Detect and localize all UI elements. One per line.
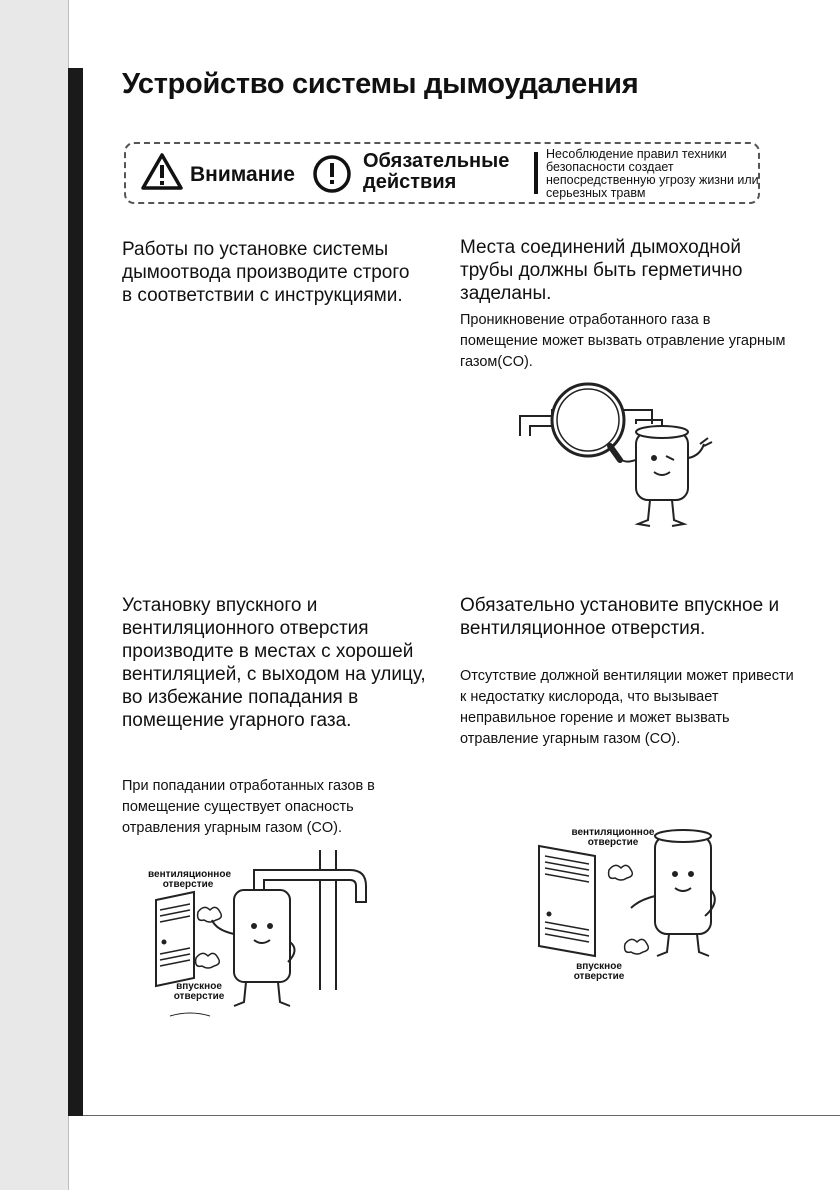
section-3-note: При попадании отработанных газов в помещение существует опасность отравления угарным газом (CO).	[122, 778, 375, 836]
section-2-note: Проникновение отработанного газа в помещение может вызвать отравление угарным газом(CO).	[460, 312, 786, 370]
page-margin	[0, 0, 69, 1190]
page-title: Устройство системы дымоудаления	[122, 68, 639, 100]
mandatory-label	[363, 151, 509, 193]
legend-divider	[534, 152, 538, 194]
section-4-note: Отсутствие должной вентиляции может привести к недостатку кислорода, что вызывает неправильное горение и может вызвать отравление угарным газом (CO).	[460, 668, 794, 747]
mandatory-label-line1: Обязательные	[363, 150, 510, 172]
s3-inlet-label: впускное отверстие	[173, 981, 225, 1002]
exclamation-circle-icon	[312, 154, 352, 199]
mandatory-label-line2: действия	[363, 171, 457, 193]
section-3-heading: Установку впускного и вентиляционного отверстия производите в местах с хорошей вентиляцией, с выходом на улицу, во избежание попадания в помещение угарного газа.	[122, 595, 426, 731]
section-side-bar	[68, 68, 83, 1116]
danger-description: Несоблюдение правил техники безопасности создает непосредственную угрозу жизни или серьезных травм	[546, 147, 759, 200]
section-2-heading: Места соединений дымоходной трубы должны быть герметично заделаны.	[460, 237, 743, 304]
section-4-heading: Обязательно установите впускное и вентиляционное отверстия.	[460, 595, 780, 639]
flue-joint-illustration	[512, 380, 724, 532]
s3-vent-label: вентиляционное отверстие	[148, 869, 232, 890]
safety-legend	[124, 142, 760, 204]
footer-rule	[83, 1115, 840, 1116]
indoor-vent-illustration	[150, 850, 380, 1020]
s4-inlet-label: впускное отверстие	[573, 961, 625, 982]
section-1-heading: Работы по установке системы дымоотвода производите строго в соответствии с инструкциями.	[122, 239, 410, 306]
warning-label: Внимание	[190, 163, 295, 186]
s4-vent-label: вентиляционное отверстие	[571, 827, 655, 848]
ventilated-room-illustration	[535, 826, 725, 986]
warning-triangle-icon	[140, 152, 184, 197]
